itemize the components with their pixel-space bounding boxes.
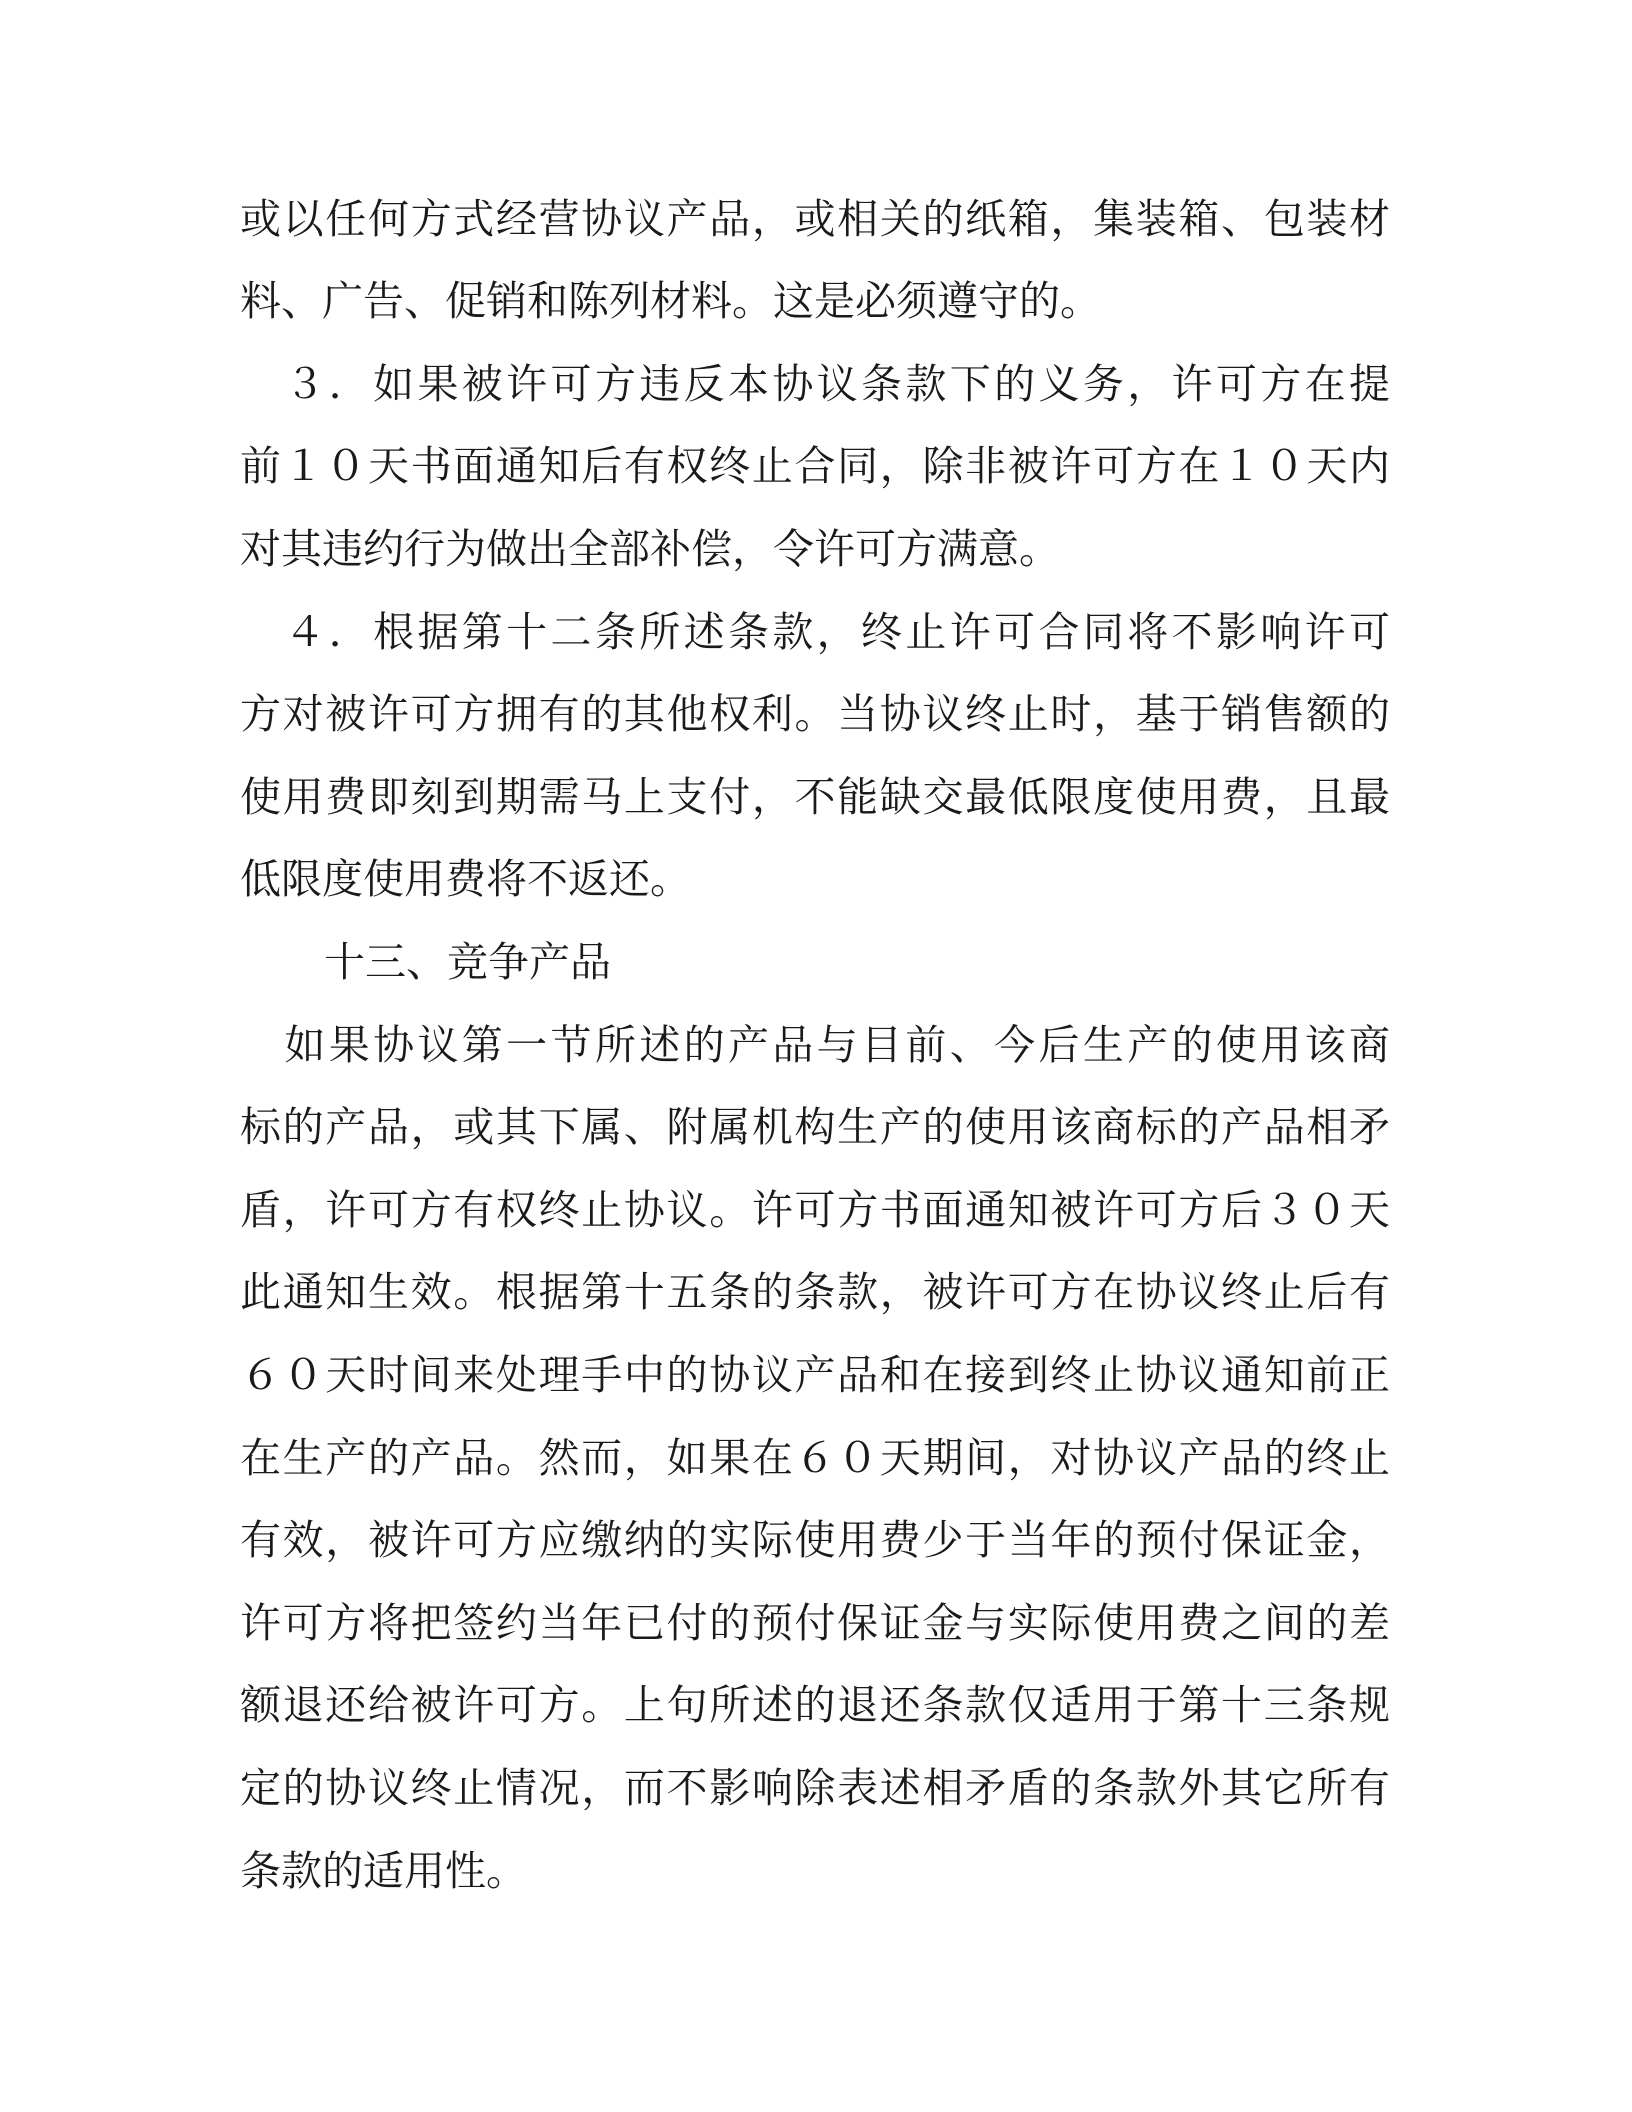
- paragraph-line: ４．根据第十二条所述条款，终止许可合同将不影响许可: [240, 608, 1390, 656]
- paragraph-line: 额退还给被许可方。上句所述的退还条款仅适用于第十三条规: [240, 1681, 1390, 1729]
- paragraph-line: 条款的适用性。: [240, 1847, 527, 1895]
- section-heading: 十三、竞争产品: [324, 938, 611, 986]
- paragraph-line: 许可方将把签约当年已付的预付保证金与实际使用费之间的差: [240, 1599, 1390, 1647]
- paragraph-line: 方对被许可方拥有的其他权利。当协议终止时，基于销售额的: [240, 690, 1390, 738]
- paragraph-line: 在生产的产品。然而，如果在６０天期间，对协议产品的终止: [240, 1434, 1390, 1482]
- paragraph-line: 盾，许可方有权终止协议。许可方书面通知被许可方后３０天: [240, 1186, 1390, 1234]
- paragraph-line: ６０天时间来处理手中的协议产品和在接到终止协议通知前正: [240, 1351, 1390, 1399]
- paragraph-line: 此通知生效。根据第十五条的条款，被许可方在协议终止后有: [240, 1268, 1390, 1316]
- paragraph-line: 如果协议第一节所述的产品与目前、今后生产的使用该商: [240, 1021, 1390, 1069]
- paragraph-line: 对其违约行为做出全部补偿，令许可方满意。: [240, 525, 1060, 573]
- paragraph-line: 标的产品，或其下属、附属机构生产的使用该商标的产品相矛: [240, 1103, 1390, 1151]
- paragraph-line: 有效，被许可方应缴纳的实际使用费少于当年的预付保证金，: [240, 1516, 1390, 1564]
- paragraph-line: 定的协议终止情况，而不影响除表述相矛盾的条款外其它所有: [240, 1764, 1390, 1812]
- paragraph-line: 低限度使用费将不返还。: [240, 855, 691, 903]
- paragraph-line: 料、广告、促销和陈列材料。这是必须遵守的。: [240, 277, 1101, 325]
- paragraph-line: 或以任何方式经营协议产品，或相关的纸箱，集装箱、包装材: [240, 195, 1390, 243]
- paragraph-line: 前１０天书面通知后有权终止合同，除非被许可方在１０天内: [240, 442, 1390, 490]
- paragraph-line: 使用费即刻到期需马上支付，不能缺交最低限度使用费，且最: [240, 773, 1390, 821]
- paragraph-line: ３．如果被许可方违反本协议条款下的义务，许可方在提: [240, 360, 1390, 408]
